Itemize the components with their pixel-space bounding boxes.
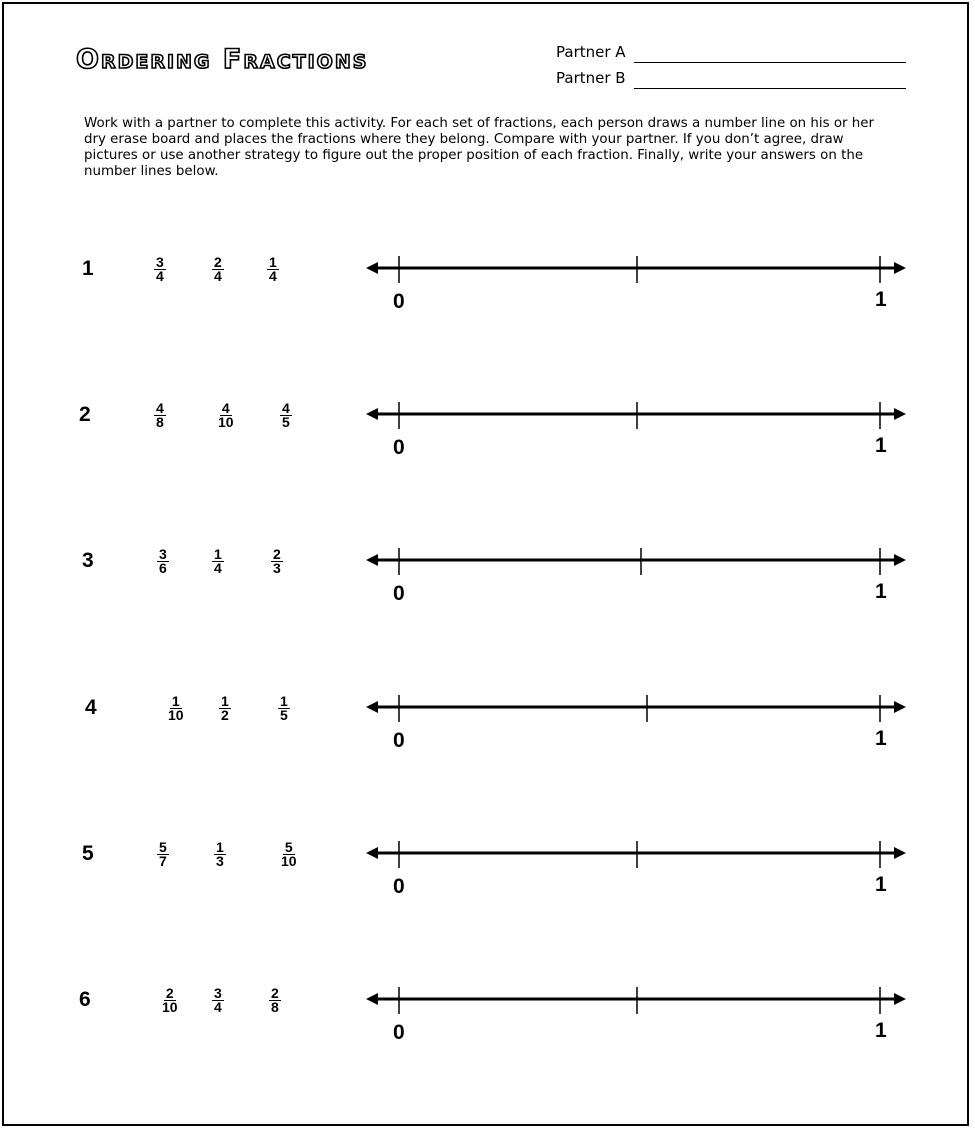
fraction — [216, 402, 236, 429]
problem-4 — [0, 693, 975, 777]
left-arrow-icon — [366, 408, 378, 420]
number-line-start-label: 0 — [393, 875, 405, 898]
fraction — [280, 402, 292, 429]
fraction — [279, 841, 299, 868]
fraction — [212, 987, 224, 1014]
right-arrow-icon — [894, 554, 906, 566]
problem-2 — [0, 400, 975, 484]
left-arrow-icon — [366, 701, 378, 713]
fraction-denominator: 6 — [159, 560, 167, 576]
left-arrow-icon — [366, 554, 378, 566]
fraction-denominator: 10 — [168, 707, 184, 723]
problem-number: 3 — [82, 549, 94, 572]
fraction — [212, 548, 224, 575]
fraction-denominator: 5 — [282, 414, 290, 430]
partner-a-blank[interactable] — [634, 62, 906, 63]
fraction-numerator: 2 — [271, 985, 279, 1001]
fraction — [160, 987, 180, 1014]
fraction-denominator: 4 — [269, 268, 277, 284]
fraction-numerator: 3 — [159, 546, 167, 562]
right-arrow-icon — [894, 993, 906, 1005]
fraction-denominator: 4 — [214, 560, 222, 576]
number-line-start-label: 0 — [393, 582, 405, 605]
fraction-numerator: 3 — [214, 985, 222, 1001]
number-line-end-label: 1 — [875, 873, 887, 896]
partner-a-label: Partner A — [556, 43, 626, 61]
right-arrow-icon — [894, 701, 906, 713]
problem-number: 1 — [82, 257, 94, 280]
fraction-numerator: 2 — [214, 254, 222, 270]
fraction-numerator: 1 — [221, 693, 229, 709]
fraction-numerator: 1 — [171, 693, 180, 709]
left-arrow-icon — [366, 262, 378, 274]
problem-1 — [0, 254, 975, 338]
number-line-end-label: 1 — [875, 1019, 887, 1042]
problem-number: 6 — [79, 988, 91, 1011]
fraction — [157, 548, 169, 575]
fraction — [166, 695, 186, 722]
number-line-end-label: 1 — [875, 434, 887, 457]
fraction-denominator: 8 — [156, 414, 164, 430]
fraction — [214, 841, 226, 868]
fraction — [157, 841, 169, 868]
problem-6 — [0, 985, 975, 1069]
fraction-numerator: 3 — [156, 254, 164, 270]
fraction-numerator: 2 — [165, 985, 174, 1001]
fraction-numerator: 5 — [159, 839, 167, 855]
fraction-denominator: 7 — [159, 853, 167, 869]
number-line[interactable] — [360, 404, 920, 444]
partner-b-label: Partner B — [556, 69, 626, 87]
number-line-end-label: 1 — [875, 288, 887, 311]
fraction — [154, 402, 166, 429]
fraction — [219, 695, 231, 722]
fraction-numerator: 1 — [216, 839, 224, 855]
partner-b-blank[interactable] — [634, 88, 906, 89]
page-title: Ordering Fractions — [76, 44, 369, 75]
fraction-numerator: 4 — [282, 400, 290, 416]
number-line[interactable] — [360, 258, 920, 298]
fraction-denominator: 2 — [221, 707, 229, 723]
problem-3 — [0, 546, 975, 630]
left-arrow-icon — [366, 847, 378, 859]
right-arrow-icon — [894, 262, 906, 274]
fraction — [278, 695, 290, 722]
fraction-denominator: 4 — [156, 268, 164, 284]
number-line-end-label: 1 — [875, 727, 887, 750]
fraction-denominator: 3 — [216, 853, 224, 869]
fraction-denominator: 4 — [214, 268, 222, 284]
fraction-denominator: 10 — [281, 853, 297, 869]
fraction-denominator: 5 — [280, 707, 288, 723]
number-line-start-label: 0 — [393, 1021, 405, 1044]
fraction-denominator: 4 — [214, 999, 222, 1015]
number-line-start-label: 0 — [393, 436, 405, 459]
fraction — [267, 256, 279, 283]
number-line[interactable] — [360, 843, 920, 883]
fraction-numerator: 1 — [280, 693, 288, 709]
right-arrow-icon — [894, 847, 906, 859]
fraction-numerator: 2 — [273, 546, 281, 562]
number-line-end-label: 1 — [875, 580, 887, 603]
fraction-numerator: 1 — [269, 254, 277, 270]
fraction-numerator: 4 — [156, 400, 164, 416]
fraction-denominator: 3 — [273, 560, 281, 576]
fraction — [212, 256, 224, 283]
left-arrow-icon — [366, 993, 378, 1005]
fraction — [154, 256, 166, 283]
fraction-denominator: 10 — [218, 414, 234, 430]
fraction — [269, 987, 281, 1014]
right-arrow-icon — [894, 408, 906, 420]
problem-number: 2 — [79, 403, 91, 426]
problem-number: 4 — [85, 696, 97, 719]
fraction-numerator: 4 — [221, 400, 230, 416]
fraction-numerator: 5 — [284, 839, 293, 855]
number-line[interactable] — [360, 697, 920, 737]
fraction-denominator: 10 — [162, 999, 178, 1015]
fraction-denominator: 8 — [271, 999, 279, 1015]
fraction-numerator: 1 — [214, 546, 222, 562]
instructions: Work with a partner to complete this activity. For each set of fractions, each person draws a number line on his or her dry erase board and places the fractions where they belong. Compare with your partner. If you don’t agree, draw pictures or use another strategy to figure out the proper position of each fraction. Finally, write your answers on the number lines below. — [84, 116, 874, 179]
fraction — [271, 548, 283, 575]
number-line[interactable] — [360, 989, 920, 1029]
problem-number: 5 — [82, 842, 94, 865]
number-line-start-label: 0 — [393, 729, 405, 752]
number-line[interactable] — [360, 550, 920, 590]
problem-5 — [0, 839, 975, 923]
number-line-start-label: 0 — [393, 290, 405, 313]
